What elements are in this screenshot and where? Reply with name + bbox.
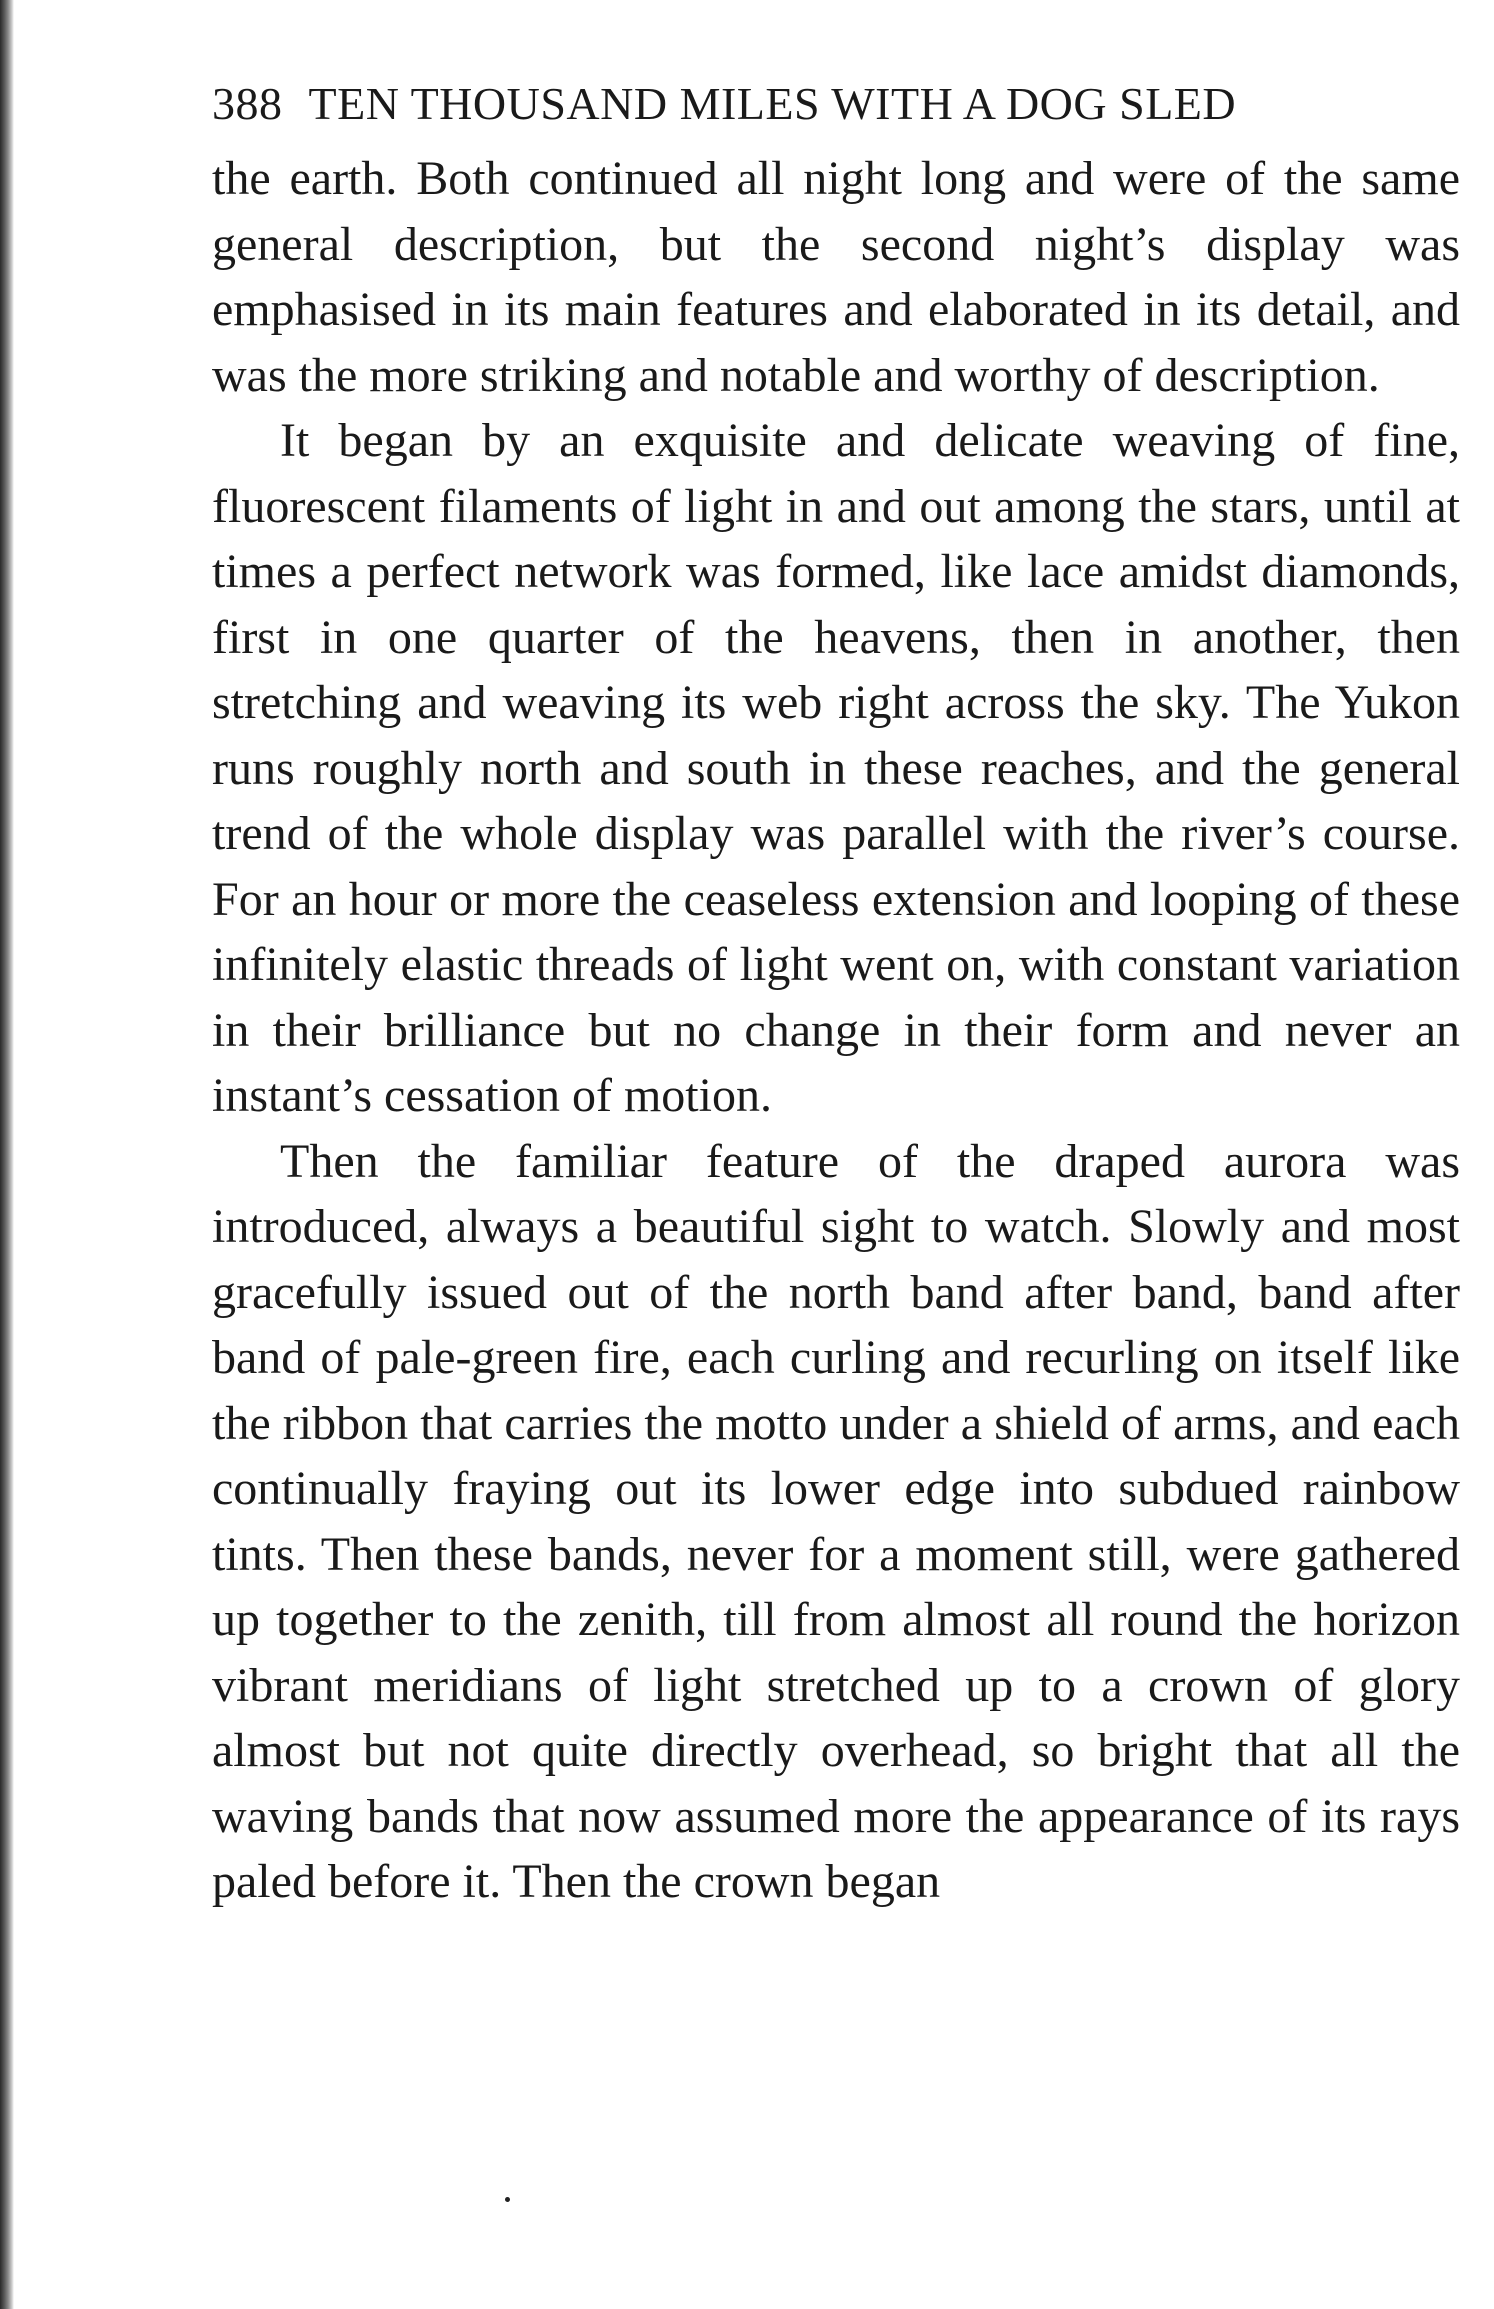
ink-speck	[505, 2197, 510, 2202]
body-text	[212, 146, 1460, 1915]
page-binding-edge	[0, 0, 14, 2309]
running-head	[212, 76, 1460, 132]
running-title: TEN THOUSAND MILES WITH A DOG SLED	[308, 78, 1237, 129]
book-page	[212, 76, 1460, 1915]
page-number: 388	[212, 78, 283, 129]
paragraph: Then the familiar feature of the draped aurora was introduced, always a beautiful sight to watch. Slowly and most gracefully issued out of the north band after band, band after band of pale-green fire, each curling and recurling on itself like the ribbon that carries the motto under a shield of arms, and each continually fraying out its lower edge into subdued rainbow tints. Then these bands, never for a moment still, were gathered up together to the zenith, till from almost all round the horizon vibrant meridians of light stretched up to a crown of glory almost but not quite directly overhead, so bright that all the waving bands that now assumed more the appearance of its rays paled before it. Then the crown began	[212, 1134, 1460, 1908]
paragraph: It began by an exquisite and delicate weaving of fine, fluorescent filaments of light in and out among the stars, until at times a perfect network was formed, like lace amidst diamonds, first in one quarter of the heavens, then in another, then stretching and weaving its web right across the sky. The Yukon runs roughly north and south in these reaches, and the general trend of the whole display was parallel with the river’s course. For an hour or more the ceaseless extension and looping of these infinitely elastic threads of light went on, with constant variation in their brilliance but no change in their form and never an instant’s cessation of motion.	[212, 414, 1460, 1122]
paragraph-continued: the earth. Both continued all night long and were of the same general description, but the second night’s display was emphasised in its main features and elaborated in its detail, and was the more striking and notable and worthy of description.	[212, 152, 1460, 402]
